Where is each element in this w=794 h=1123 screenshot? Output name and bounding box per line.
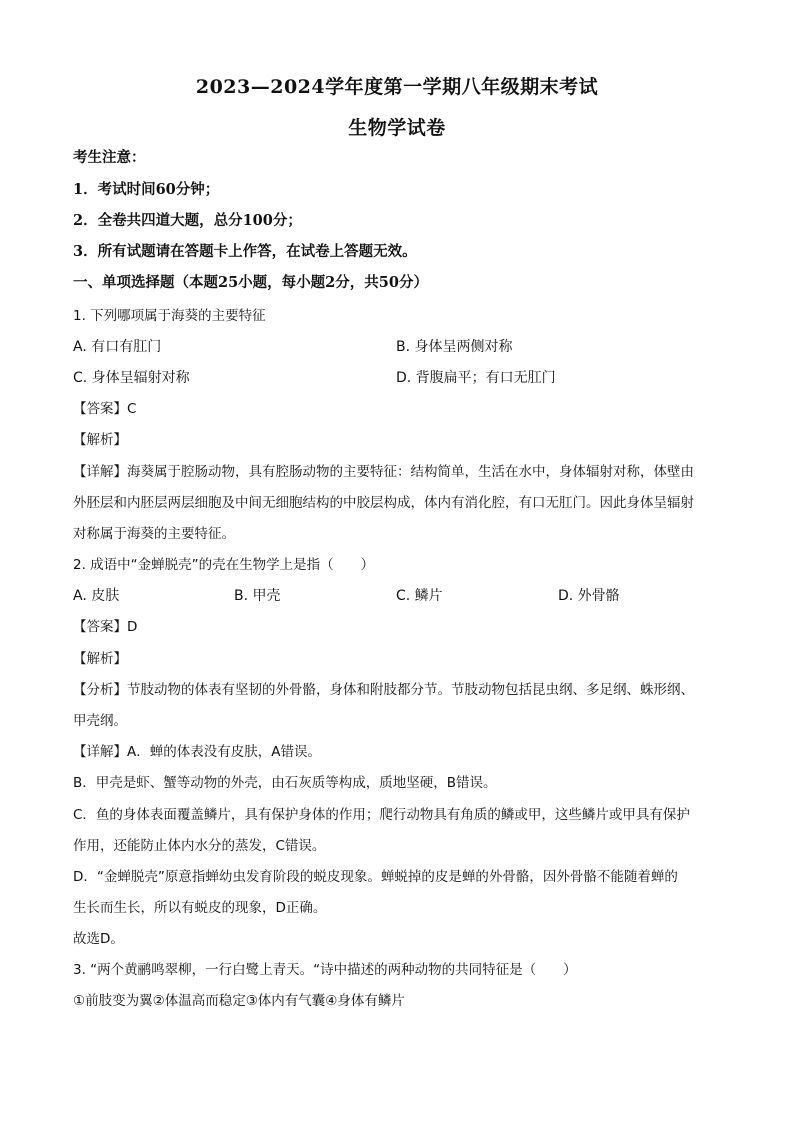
question-stem: 3. “两个黄鹂鸣翠柳，一行白鹭上青天。“诗中描述的两种动物的共同特征是（ ） xyxy=(73,962,577,978)
analysis-label: 【解析】 xyxy=(73,651,127,667)
question-stem: 2. 成语中“金蝉脱壳”的壳在生物学上是指（ ） xyxy=(73,557,375,573)
notice-item: 3．所有试题请在答题卡上作答，在试卷上答题无效。 xyxy=(73,243,417,260)
exam-title: 2023—2024学年度第一学期八年级期末考试 xyxy=(195,76,599,98)
detail-line: 外胚层和内胚层两层细胞及中间无细胞结构的中胶层构成，体内有消化腔，有口无肛门。因此身体呈辐射 xyxy=(73,495,694,511)
detail-line: 对称属于海葵的主要特征。 xyxy=(73,526,235,542)
analysis-line: 【分析】节肢动物的体表有坚韧的外骨骼，身体和附肢都分节。节肢动物包括昆虫纲、多足纲、蛛形纲、 xyxy=(73,682,694,698)
notice-item: 2．全卷共四道大题，总分100分； xyxy=(73,212,302,229)
section-heading: 一、单项选择题（本题25小题，每小题2分，共50分） xyxy=(73,274,428,291)
option-c: C. 身体呈辐射对称 xyxy=(73,370,190,386)
analysis-label: 【解析】 xyxy=(73,432,127,448)
question-statements: ①前肢变为翼②体温高而稳定③体内有气囊④身体有鳞片 xyxy=(73,993,405,1009)
answer-label: 【答案】C xyxy=(73,401,137,417)
option-d: D. 背腹扁平；有口无肛门 xyxy=(396,370,556,386)
exam-subtitle: 生物学试卷 xyxy=(348,117,446,139)
detail-line: 【详解】海葵属于腔肠动物，具有腔肠动物的主要特征：结构简单，生活在水中，身体辐射对称，体壁由 xyxy=(73,464,694,480)
detail-line: C．鱼的身体表面覆盖鳞片，具有保护身体的作用；爬行动物具有角质的鳞或甲，这些鳞片或甲具有保护 xyxy=(73,807,690,823)
option-a: A. 有口有肛门 xyxy=(73,339,162,355)
option-b: B. 甲壳 xyxy=(234,588,281,604)
detail-line: D．“金蝉脱壳”原意指蝉幼虫发育阶段的蜕皮现象。蝉蜕掉的皮是蝉的外骨骼，因外骨骼不能随着蝉的 xyxy=(73,869,678,885)
detail-line: 作用，还能防止体内水分的蒸发，C错误。 xyxy=(73,838,326,854)
option-a: A. 皮肤 xyxy=(73,588,120,604)
option-c: C. 鳞片 xyxy=(396,588,443,604)
option-d: D. 外骨骼 xyxy=(558,588,620,604)
analysis-line: 甲壳纲。 xyxy=(73,713,127,729)
detail-line: B．甲壳是虾、蟹等动物的外壳，由石灰质等构成，质地坚硬，B错误。 xyxy=(73,775,497,791)
conclusion-line: 故选D。 xyxy=(73,931,124,947)
answer-label: 【答案】D xyxy=(73,619,138,635)
detail-line: 生长而生长，所以有蜕皮的现象，D正确。 xyxy=(73,900,327,916)
notice-item: 1．考试时间60分钟； xyxy=(73,181,220,198)
detail-line: 【详解】A．蝉的体表没有皮肤，A错误。 xyxy=(73,744,321,760)
question-stem: 1. 下列哪项属于海葵的主要特征 xyxy=(73,308,266,324)
notice-heading: 考生注意： xyxy=(73,149,146,166)
option-b: B. 身体呈两侧对称 xyxy=(396,339,513,355)
